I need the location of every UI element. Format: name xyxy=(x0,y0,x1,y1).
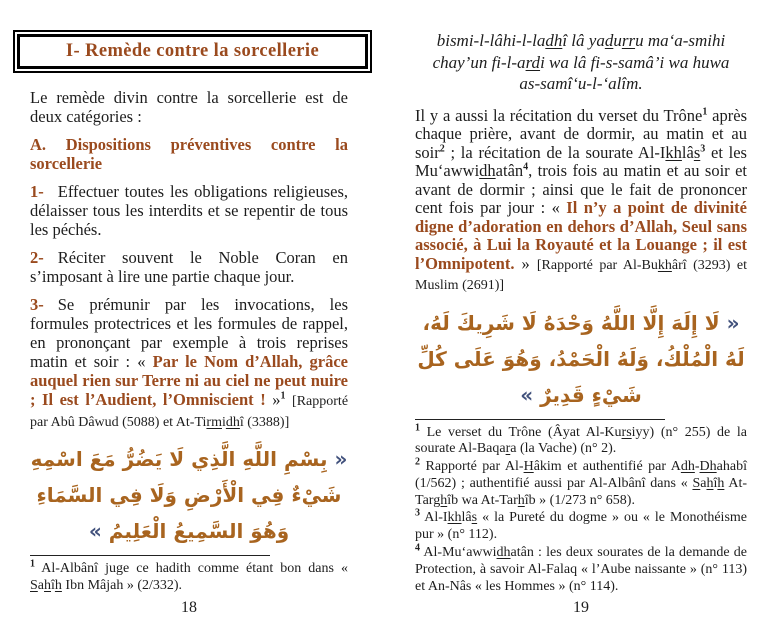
item-text: Réciter souvent le Noble Coran en s’imposant à lire une partie chaque jour. xyxy=(30,248,348,286)
right-page xyxy=(415,0,747,617)
numbered-list xyxy=(30,182,348,432)
numbered-item xyxy=(30,182,348,239)
item-number: 2- xyxy=(30,248,44,267)
chapter-title-box xyxy=(13,30,372,73)
page-title: I- Remède contre la sorcellerie xyxy=(65,41,320,61)
section-heading: A. Dispositions préventives contre la sorcellerie xyxy=(30,135,348,173)
page-number-right: 19 xyxy=(573,599,589,617)
footnote-left: $^1$ Al-Albânî juge ce hadith comme étant bon dans « Sahîh Ibn Mâjah » (2/332). xyxy=(30,558,348,593)
numbered-item xyxy=(30,248,348,286)
footnote: $^4$ Al-Mu‘awwidhatân : les deux sourates de la demande de Protection, à savoir Al-Falaq « l’Aube naissante » (n° 113) et An-Nâs « les Hommes » (n° 114). xyxy=(415,542,747,594)
left-page xyxy=(30,0,348,617)
item-text: Se prémunir par les invocations, les formules protectrices et les formules de rappel, en prononçant par exemple à trois reprises matin et soir : « Par le Nom d’Allah, grâce auquel rien sur Terre ni au ciel ne peut nuire ; Il est l’Audient, l’Omniscient ! »$^1$ [Rapporté par Abû Dâwud (5088) et At-Tirmidhî (3388)] xyxy=(30,295,349,430)
intro-paragraph: Le remède divin contre la sorcellerie est de deux catégories : xyxy=(30,88,348,126)
footnote-rule-right xyxy=(415,419,665,420)
footnote: $^1$ Le verset du Trône (Âyat Al-Kursiyy) (n° 255) de la sourate Al-Baqara (la Vache) (n° 2). xyxy=(415,421,747,457)
item-text: Effectuer toutes les obligations religieuses, délaisser tous les interdits et se repentir de tous les péchés. xyxy=(30,182,348,239)
arabic-quote-left: « بِسْمِ اللَّهِ الَّذِي لَا يَضُرُّ مَعَ اسْمِهِ شَيْءٌ فِي الْأَرْضِ وَلَا فِي السَّمَاءِ وَهُوَ السَّمِيعُ الْعَلِيمُ » xyxy=(30,447,348,543)
transliteration-block: bismi-l-lâhi-l-ladhî lâ yadurru ma‘a-smihi chay’un fi-l-ardi wa lâ fi-s-samâ’i wa huwa as-samî‘u-l-‘alîm. xyxy=(432,31,730,93)
item-number: 3- xyxy=(30,295,44,314)
chapter-title-frame xyxy=(17,34,368,69)
footnote-list xyxy=(415,421,748,596)
footnote: $^2$ Rapporté par Al-Hâkim et authentifié par Adh-Dhahabî (1/562) ; authentifié aussi par Al-Albânî dans « Sahîh At-Targhîb wa At-Tarhîb » (1/273 n° 658). xyxy=(415,456,748,508)
item-number: 1- xyxy=(30,182,44,201)
arabic-quote-right: « لَا إِلَهَ إِلَّا اللَّهُ وَحْدَهُ لَا شَرِيكَ لَهُ، لَهُ الْمُلْكُ، وَلَهُ الْحَمْدُ، وَهُوَ عَلَى كُلِّ شَيْءٍ قَدِيرٌ » xyxy=(417,310,745,407)
footnote: $^3$ Al-Ikhlâs « la Pureté du dogme » ou « le Monothéisme pur » (n° 112). xyxy=(415,507,747,543)
footnote-rule-left xyxy=(30,555,270,556)
main-paragraph: Il y a aussi la récitation du verset du Trône$^1$ après chaque prière, avant de dormir, au matin et au soir$^2$ ; la récitation de la sourate Al-Ikhlâs$^3$ et les Mu‘awwidhatân$^4$, trois fois au matin et au soir et avant de dormir ; ainsi que le fait de prononcer cent fois par jour : « Il n’y a point de divinité digne d’adoration en dehors d’Allah, Seul sans associé, à Lui la Royauté et la Louange ; il est l’Omnipotent. » [Rapporté par Al-Bukhârî (3293) et Muslim (2691)] xyxy=(415,105,747,293)
numbered-item xyxy=(30,295,348,432)
page-number-left: 18 xyxy=(181,598,197,616)
